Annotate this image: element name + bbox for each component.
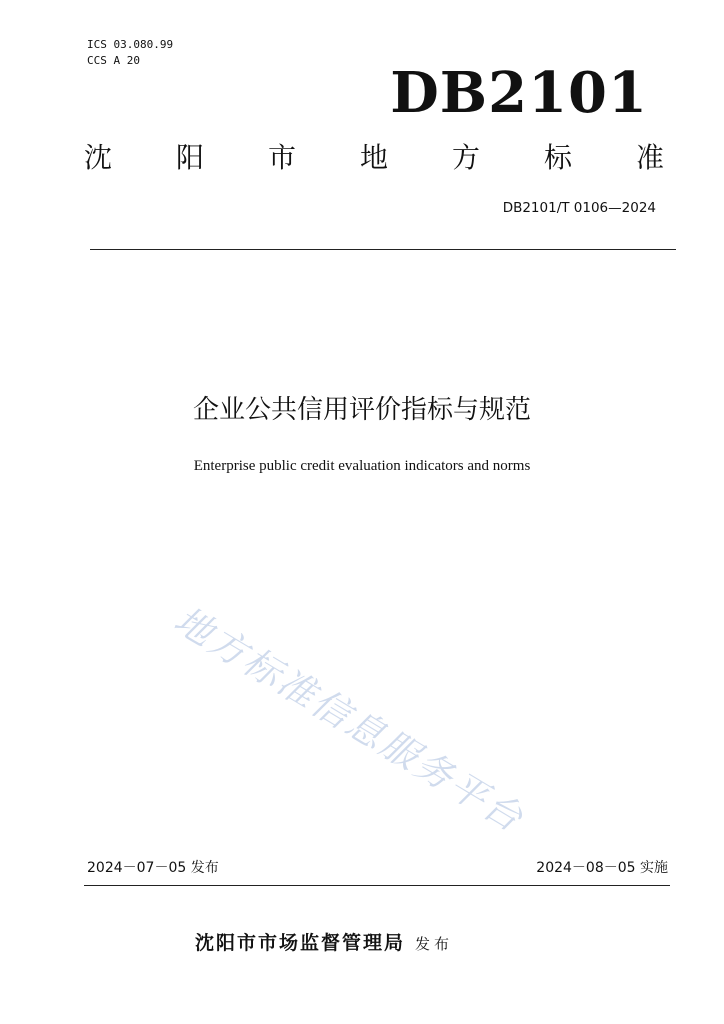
issuer (195, 930, 453, 957)
watermark-text: 地方标准信息服务平台 (166, 598, 532, 842)
title-chinese: 企业公共信用评价指标与规范 (192, 395, 531, 425)
issuer-name: 沈阳市市场监督管理局 (195, 932, 406, 954)
issuer-verb: 发布 (415, 935, 454, 953)
standard-kind-char: 准 (635, 141, 664, 174)
standard-kind-char: 市 (267, 141, 296, 174)
standard-kind-char: 沈 (83, 141, 112, 174)
standard-kind-char: 阳 (175, 141, 204, 174)
publish-date: 2024－07－05 发布 (87, 860, 219, 876)
standard-number: DB2101/T 0106—2024 (502, 200, 656, 216)
ccs-code: CCS A 20 (87, 54, 140, 67)
title-english: Enterprise public credit evaluation indicators and norms (193, 458, 531, 474)
top-divider (90, 249, 676, 250)
standard-code-logo: DB2101 (390, 60, 648, 126)
standard-kind-char: 地 (359, 141, 388, 174)
standard-kind (78, 138, 670, 178)
bottom-divider (84, 885, 670, 886)
implement-date: 2024－08－05 实施 (536, 860, 668, 876)
standard-kind-char: 标 (543, 141, 572, 174)
ics-code: ICS 03.080.99 (87, 38, 174, 51)
classification-codes (87, 37, 173, 69)
standard-kind-char: 方 (451, 141, 480, 174)
